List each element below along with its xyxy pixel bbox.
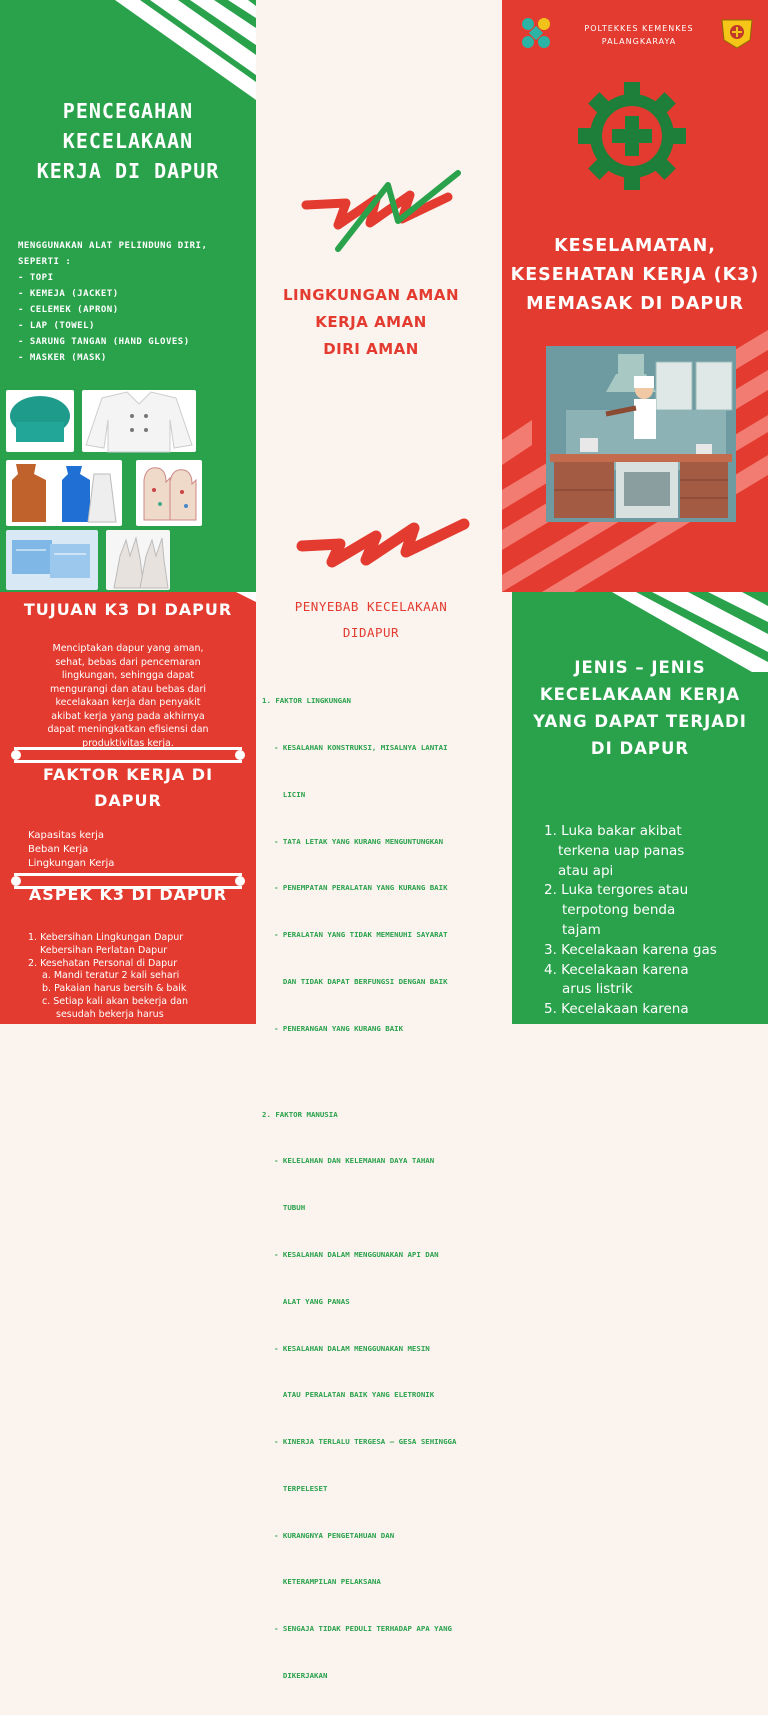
brush-stroke-icon — [296, 510, 486, 570]
apron-image — [6, 460, 122, 526]
slogan: LINGKUNGAN AMAN KERJA AMAN DIRI AMAN — [283, 286, 459, 358]
chef-jacket-image — [82, 390, 196, 452]
left-bottom-panel — [0, 592, 256, 1024]
aspek-title: ASPEK K3 DI DAPUR — [28, 885, 228, 904]
faktor-list: Kapasitas kerja Beban Kerja Lingkungan Kerja — [28, 830, 115, 869]
faktor-title: FAKTOR KERJA DI DAPUR — [42, 765, 214, 810]
penyebab-title: PENYEBAB KECELAKAAN DIDAPUR — [294, 599, 448, 640]
divider-line — [14, 747, 242, 763]
jenis-list: 1. Luka bakar akibat terkena uap panas atau api 2. Luka tergores atau terpotong benda tajam 3. Kecelakaan karena gas 4. Kecelakaan karena arus listrik 5. Kecelakaan karena — [544, 823, 717, 1018]
penyebab-list: 1. FAKTOR LINGKUNGAN - KESALAHAN KONSTRUKSI, MISALNYA LANTAI LICIN - TATA LETAK YANG KURANG MENGUNTUNGKAN - PENEMPATAN PERALATAN YANG KURANG BAIK - PERALATAN YANG TIDAK MEMENUHI SAYARAT DAN TIDAK DAPAT BERFUNGSI DENGAN BAIK - PENERANGAN YANG KURANG BAIK 2. FAKTOR MANUSIA - KELELAHAN DAN KELEMAHAN DAYA TAHAN TUBUH - KESALAHAN DALAM MENGGUNAKAN API DAN ALAT YANG PANAS - KESALAHAN DALAM MENGGUNAKAN MESIN ATAU PERALATAN BAIK YANG ELETRONIK - KINERJA TERLALU TERGESA – GESA SEHINGGA TERPELESET - KURANGNYA PENGETAHUAN DAN KETERAMPILAN PELAKSANA - SENGAJA TIDAK PEDULI TERHADAP APA YANG DIKERJAKAN — [262, 696, 457, 1680]
tujuan-title: TUJUAN K3 DI DAPUR — [23, 600, 233, 619]
masks-image — [6, 530, 98, 590]
main-title: KESELAMATAN, KESEHATAN KERJA (K3) MEMASAK DI DAPUR — [510, 236, 760, 314]
institution-name: POLTEKKES KEMENKES PALANGKARAYA — [584, 24, 694, 46]
stripe-decoration — [0, 0, 256, 100]
aspek-list: 1. Kebersihan Lingkungan Dapur Kebersihan Perlatan Dapur 2. Kesehatan Personal di Dapur a. Mandi teratur 2 kali sehari b. Pakaian harus bersih & baik c. Setiap kali akan bekerja dan sesudah bekerja harus — [28, 932, 188, 1020]
jenis-title: JENIS – JENIS KECELAKAAN KERJA YANG DAPAT TERJADI DI DAPUR — [533, 658, 747, 758]
brush-stroke-icon — [298, 165, 478, 255]
right-bottom-panel — [512, 592, 768, 1024]
kitchen-illustration — [546, 346, 736, 522]
left-top-panel — [0, 0, 256, 592]
tujuan-text: Menciptakan dapur yang aman, sehat, bebas dari pencemaran lingkungan, sehingga dapat mengurangi dan atau bebas dari kecelakaan kerja dan penyakit akibat kerja yang pada akhirnya dapat meningkatkan efisiensi dan produktivitas kerja. — [47, 643, 209, 749]
oven-gloves-image — [136, 460, 202, 526]
chef-hat-image — [6, 390, 74, 452]
prevention-title: PENCEGAHAN KECELAKAAN KERJA DI DAPUR — [36, 99, 220, 183]
hand-gloves-image — [106, 530, 170, 590]
apd-list: MENGGUNAKAN ALAT PELINDUNG DIRI, SEPERTI : - TOPI - KEMEJA (JACKET) - CELEMEK (APRON) - LAP (TOWEL) - SARUNG TANGAN (HAND GLOVES) - MASKER (MASK) — [18, 241, 208, 363]
middle-panel — [256, 0, 502, 1680]
right-top-panel — [502, 0, 768, 592]
